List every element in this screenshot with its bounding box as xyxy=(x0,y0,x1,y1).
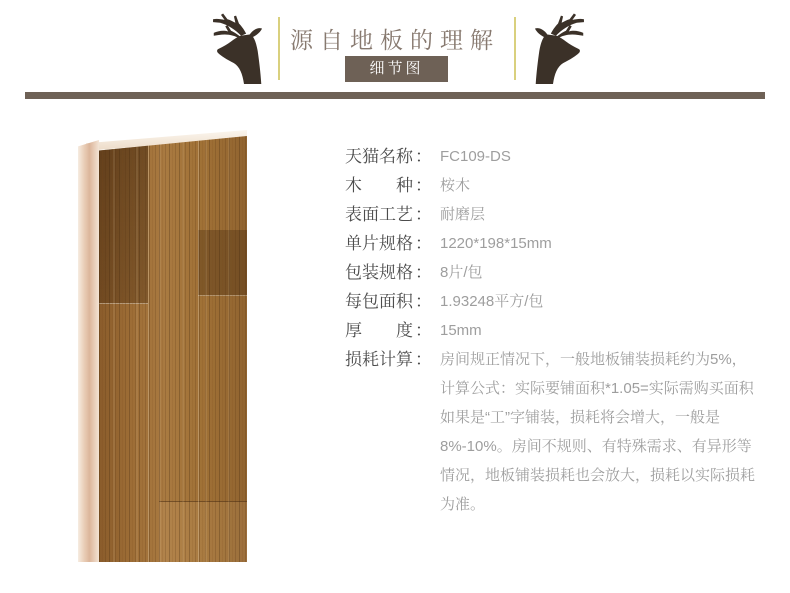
spec-value: 15mm xyxy=(440,322,482,339)
spec-row xyxy=(345,171,760,200)
spec-label: 厚 度 xyxy=(345,321,413,340)
spec-value: 耐磨层 xyxy=(440,206,486,223)
spec-label: 单片规格 xyxy=(345,234,413,253)
spec-label: 包装规格 xyxy=(345,263,413,282)
spec-row xyxy=(345,316,760,345)
spec-colon: ： xyxy=(415,292,432,311)
floor-plank-photo xyxy=(78,130,247,562)
accent-line xyxy=(514,17,516,80)
spec-colon: ： xyxy=(415,176,432,195)
deer-antler-icon xyxy=(517,10,589,86)
spec-row xyxy=(345,287,760,316)
spec-label: 损耗计算 xyxy=(345,350,413,369)
spec-value: 8片/包 xyxy=(440,264,483,281)
spec-colon: ： xyxy=(415,321,432,340)
spec-row xyxy=(345,200,760,229)
plank-side-edge xyxy=(78,140,99,562)
spec-value: 1220*198*15mm xyxy=(440,235,552,252)
spec-colon: ： xyxy=(415,350,432,369)
spec-label: 每包面积 xyxy=(345,292,413,311)
spec-value: 房间规正情况下，一般地板铺装损耗约为5%，计算公式：实际要铺面积*1.05=实际需购买面积如果是“工”字铺装，损耗将会增大，一般是8%-10%。房间不规则、有特殊需求、有异形等情况，地板铺装损耗也会放大，损耗以实际损耗为准。 xyxy=(440,351,756,513)
spec-value: FC109-DS xyxy=(440,148,511,165)
deer-antler-icon xyxy=(208,10,280,86)
wood-grain-texture xyxy=(99,136,247,562)
plank-wood-face xyxy=(99,136,247,562)
spec-colon: ： xyxy=(415,205,432,224)
spec-row xyxy=(345,345,760,519)
page-title: 源自地板的理解 xyxy=(290,27,500,53)
spec-value: 桉木 xyxy=(440,177,471,194)
spec-rows xyxy=(345,142,760,519)
spec-label: 木 种 xyxy=(345,176,413,195)
spec-label: 天猫名称 xyxy=(345,147,413,166)
accent-line xyxy=(278,17,280,80)
spec-colon: ： xyxy=(415,234,432,253)
spec-row xyxy=(345,229,760,258)
detail-section-badge: 细节图 xyxy=(345,56,448,82)
spec-row xyxy=(345,142,760,171)
spec-colon: ： xyxy=(415,147,432,166)
spec-colon: ： xyxy=(415,263,432,282)
spec-row xyxy=(345,258,760,287)
divider-bar xyxy=(25,92,765,99)
spec-label: 表面工艺 xyxy=(345,205,413,224)
spec-value: 1.93248平方/包 xyxy=(440,293,544,310)
spec-table xyxy=(345,142,760,519)
